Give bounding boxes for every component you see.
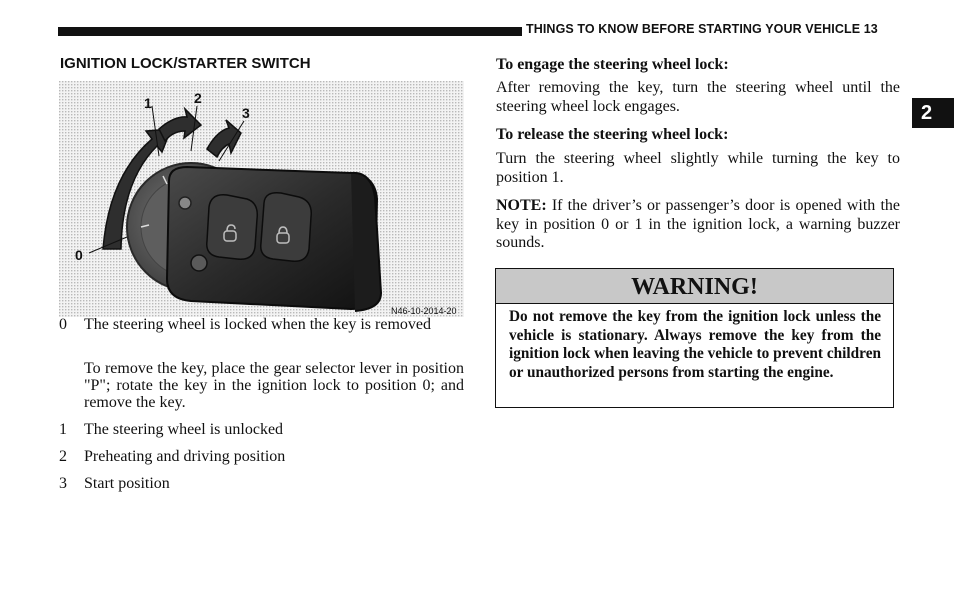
legend-number: 3	[59, 475, 67, 492]
legend-text: To remove the key, place the gear selector lever in position "P"; rotate the key in the ignition lock to position 0; and remove the key.	[84, 360, 464, 411]
unlock-button	[207, 195, 258, 260]
panic-button	[191, 255, 207, 271]
figure-code: N46-10-2014-20	[391, 306, 457, 316]
warning-heading: WARNING!	[496, 269, 893, 304]
note-label: NOTE:	[496, 197, 547, 214]
release-heading: To release the steering wheel lock:	[496, 126, 729, 143]
note-paragraph	[496, 197, 900, 253]
legend-text: Start position	[84, 475, 170, 492]
legend-text: The steering wheel is locked when the key is removed	[84, 316, 431, 333]
engage-text: After removing the key, turn the steering wheel until the steering wheel lock engages.	[496, 79, 900, 115]
key-ring-hole	[179, 197, 191, 209]
legend-text: Preheating and driving position	[84, 448, 286, 465]
legend-number: 0	[59, 316, 67, 333]
engage-heading: To engage the steering wheel lock:	[496, 56, 729, 73]
position-label-3: 3	[242, 105, 250, 121]
position-label-2: 2	[194, 90, 202, 106]
release-text: Turn the steering wheel slightly while turning the key to position 1.	[496, 150, 900, 186]
legend-number: 2	[59, 448, 67, 465]
header-rule	[58, 27, 522, 36]
section-title: IGNITION LOCK/STARTER SWITCH	[60, 55, 311, 72]
note-text: If the driver’s or passenger’s door is opened with the key in position 0 or 1 in the ignition lock, a warning buzzer sounds.	[496, 197, 900, 251]
ignition-figure	[59, 81, 464, 317]
position-label-1: 1	[144, 95, 152, 111]
warning-text: Do not remove the key from the ignition lock unless the vehicle is stationary. Always remove the key from the ignition lock when leaving the vehicle to prevent children or unauthorized persons from starting the engine.	[509, 308, 881, 382]
legend-number: 1	[59, 421, 67, 438]
ignition-key-illustration	[59, 81, 464, 317]
warning-box	[495, 268, 894, 408]
chapter-tab: 2	[912, 98, 954, 128]
lock-button	[261, 193, 312, 262]
position-label-0: 0	[75, 247, 83, 263]
legend-text: The steering wheel is unlocked	[84, 421, 284, 438]
running-title: THINGS TO KNOW BEFORE STARTING YOUR VEHICLE 13	[526, 22, 878, 36]
